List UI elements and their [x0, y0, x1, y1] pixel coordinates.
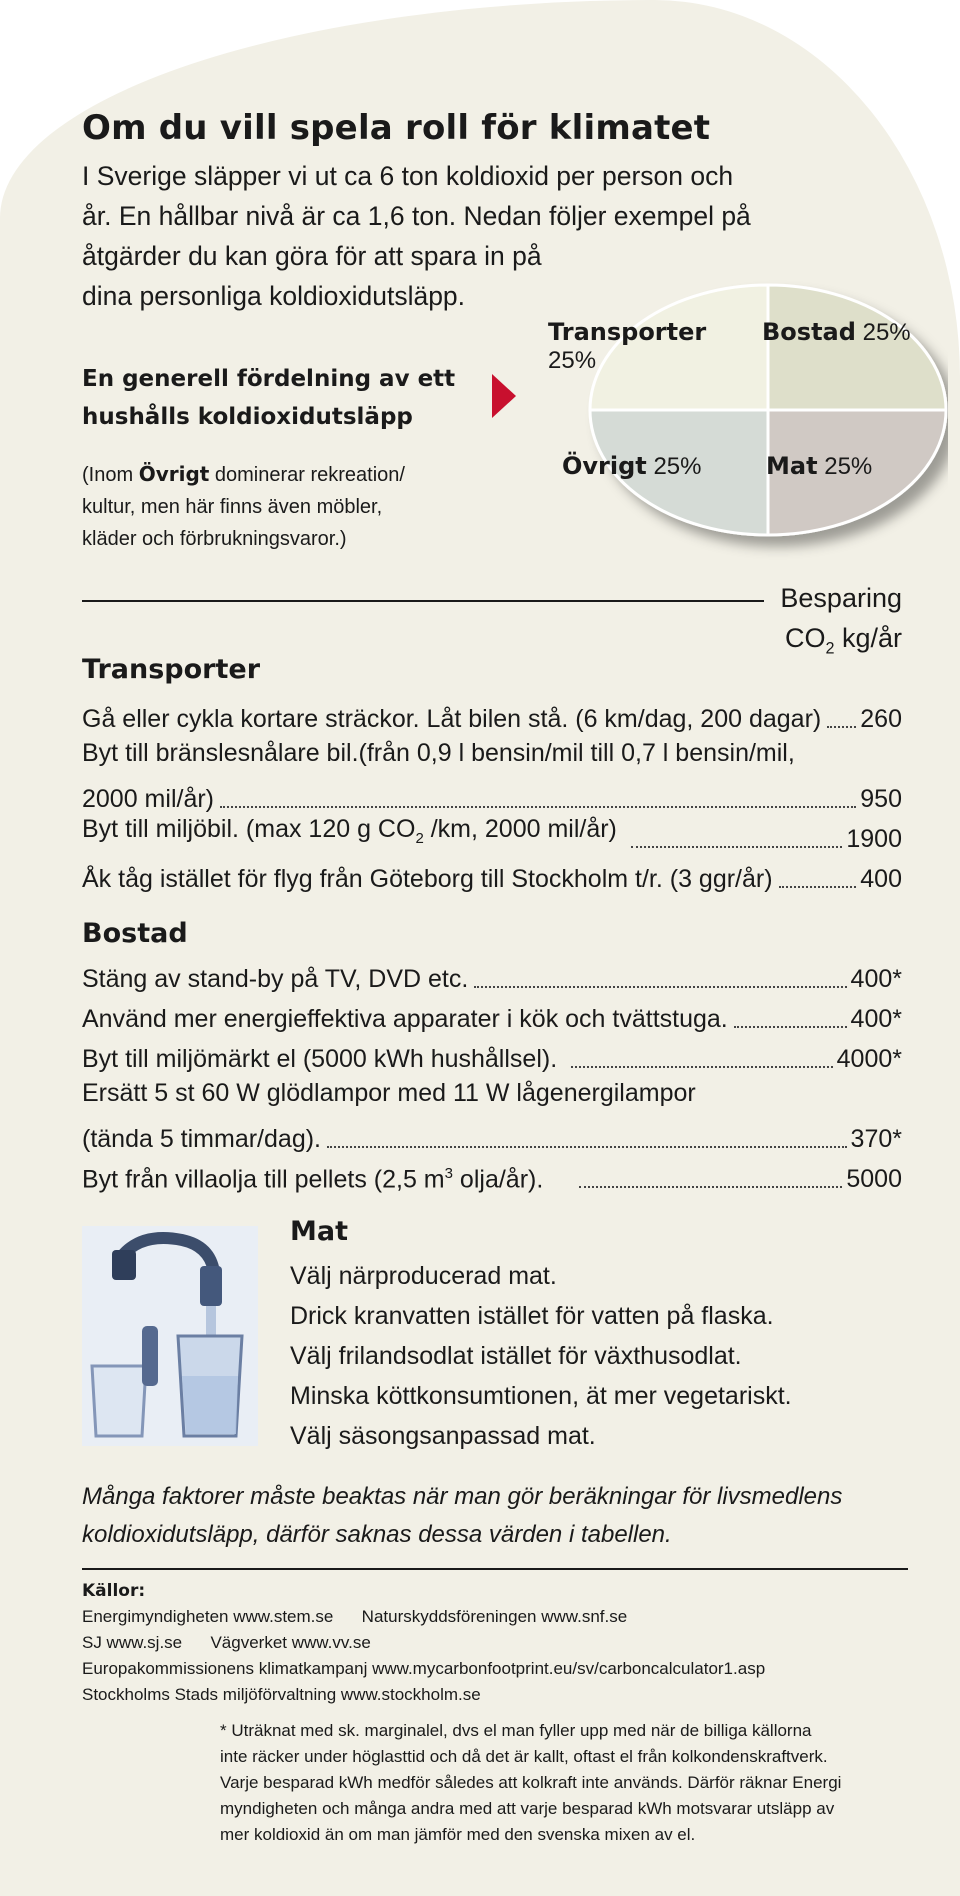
table-row — [82, 1036, 902, 1076]
footnote-line: Varje besparad kWh medför således att kolkraft inte används. Därför räknar Energi — [220, 1773, 842, 1792]
sources-rule — [82, 1568, 908, 1570]
leader-dots — [327, 1146, 847, 1148]
footnote — [220, 1718, 841, 1848]
distribution-heading — [82, 360, 455, 436]
co2-text: CO — [784, 623, 826, 653]
row-value: 370* — [850, 1125, 902, 1153]
note-text: (Inom — [82, 464, 139, 486]
leader-dots — [631, 846, 842, 848]
distribution-note-line — [82, 458, 405, 491]
sources-block — [82, 1578, 765, 1708]
slice-pct: 25% — [824, 453, 873, 480]
emissions-pie-chart — [548, 272, 948, 562]
list-item: Välj säsongsanpassad mat. — [290, 1422, 596, 1450]
note-bold: Övrigt — [138, 462, 210, 486]
source-line: Energimyndigheten www.stem.se Naturskyddsföreningen www.snf.se — [82, 1607, 628, 1626]
water-tap-image — [82, 1226, 258, 1446]
row-value: 4000* — [836, 1045, 902, 1073]
source-line: SJ www.sj.se Vägverket www.vv.se — [82, 1633, 371, 1652]
list-item: Välj närproducerad mat. — [290, 1262, 557, 1290]
leader-dots — [579, 1186, 842, 1188]
footnote-line: myndigheten och många andra med att varje besparad kWh motsvarar utsläpp av — [220, 1799, 835, 1818]
column-header-line2 — [780, 618, 902, 668]
slice-name: Mat — [766, 452, 818, 480]
row-text: Åk tåg istället för flyg från Göteborg till Stockholm t/r. (3 ggr/år) — [82, 865, 773, 893]
intro-line: I Sverige släpper vi ut ca 6 ton koldioxid per person och — [82, 161, 734, 191]
footnote-line: mer koldioxid än om man jämför med den svenska mixen av el. — [220, 1825, 696, 1844]
pie-slice-bostad — [768, 285, 946, 410]
table-row — [82, 776, 902, 816]
unit-text: kg/år — [834, 623, 902, 653]
row-value: 5000 — [846, 1165, 902, 1193]
savings-column-header — [780, 578, 902, 668]
table-row — [82, 1076, 902, 1116]
row-text — [82, 812, 617, 856]
page-title: Om du vill spela roll för klimatet — [82, 108, 711, 148]
row-text-part: /km, 2000 mil/år) — [423, 815, 617, 843]
pie-label-transporter — [548, 318, 706, 375]
table-row — [82, 696, 902, 736]
row-value: 950 — [860, 785, 902, 813]
cubic-superscript: 3 — [444, 1164, 453, 1182]
row-text — [82, 1157, 543, 1196]
co2-subscript: 2 — [825, 639, 835, 658]
row-value: 400* — [850, 1005, 902, 1033]
table-row — [82, 996, 902, 1036]
pie-label-bostad — [762, 318, 911, 347]
table-row — [82, 856, 902, 896]
row-text: Ersätt 5 st 60 W glödlampor med 11 W lågenergilampor — [82, 1079, 696, 1107]
table-row — [82, 956, 902, 996]
row-value: 260 — [860, 705, 902, 733]
row-text: 2000 mil/år) — [82, 785, 214, 813]
row-value: 1900 — [846, 825, 902, 853]
footnote-line: inte räcker under höglasttid och då det är kallt, oftast el från kolkondenskraftverk. — [220, 1747, 828, 1766]
co2-subscript: 2 — [415, 830, 424, 847]
mat-note — [82, 1478, 922, 1554]
table-row — [82, 1116, 902, 1156]
list-item: Välj frilandsodlat istället för växthusodlat. — [290, 1342, 742, 1370]
leader-dots — [220, 806, 856, 808]
mat-note-line: Många faktorer måste beaktas när man gör beräkningar för livsmedlens — [82, 1483, 843, 1510]
row-text: Byt till bränslesnålare bil.(från 0,9 l bensin/mil till 0,7 l bensin/mil, — [82, 739, 795, 767]
slice-pct: 25% — [862, 319, 911, 346]
leader-dots — [779, 886, 857, 888]
list-item: Drick kranvatten istället för vatten på flaska. — [290, 1302, 774, 1330]
mat-note-line: koldioxidutsläpp, därför saknas dessa värden i tabellen. — [82, 1521, 672, 1548]
slice-name: Övrigt — [562, 452, 647, 480]
section-heading-transporter: Transporter — [82, 654, 261, 685]
row-text: Använd mer energieffektiva apparater i kök och tvättstuga. — [82, 1005, 728, 1033]
sources-heading: Källor: — [82, 1581, 146, 1601]
red-arrow-icon — [492, 374, 516, 418]
section-heading-mat: Mat — [290, 1216, 348, 1247]
leader-dots — [734, 1026, 847, 1028]
row-text-part: olja/år). — [452, 1165, 544, 1193]
distribution-heading-line: En generell fördelning av ett — [82, 366, 456, 392]
table-row — [82, 736, 902, 776]
intro-line: dina personliga koldioxidutsläpp. — [82, 281, 466, 311]
column-header-line1: Besparing — [780, 583, 902, 613]
table-row — [82, 816, 902, 856]
leader-dots — [474, 986, 846, 988]
row-value: 400 — [860, 865, 902, 893]
slice-pct: 25% — [548, 347, 597, 374]
slice-pct: 25% — [653, 453, 702, 480]
row-text: Gå eller cykla kortare sträckor. Låt bilen stå. (6 km/dag, 200 dagar) — [82, 705, 822, 733]
pie-label-mat — [766, 452, 872, 481]
slice-name: Bostad — [762, 318, 856, 346]
row-text-part: Byt till miljöbil. (max 120 g CO — [82, 815, 416, 843]
note-text: dominerar rekreation/ — [209, 464, 405, 486]
distribution-note — [82, 458, 405, 555]
row-text: Byt till miljömärkt el (5000 kWh hushållsel). — [82, 1045, 558, 1073]
section-heading-bostad: Bostad — [82, 918, 188, 949]
footnote-line: * Uträknat med sk. marginalel, dvs el man fyller upp med när de billiga källorna — [220, 1721, 812, 1740]
source-line: Europakommissionens klimatkampanj www.mycarbonfootprint.eu/sv/carboncalculator1.asp — [82, 1659, 766, 1678]
intro-line: år. En hållbar nivå är ca 1,6 ton. Nedan följer exempel på — [82, 201, 751, 231]
row-text: Stäng av stand-by på TV, DVD etc. — [82, 965, 469, 993]
row-value: 400* — [850, 965, 902, 993]
slice-name: Transporter — [548, 318, 707, 346]
header-rule — [82, 600, 764, 602]
leader-dots — [827, 726, 856, 728]
pie-label-ovrigt — [562, 452, 701, 481]
row-text: (tända 5 timmar/dag). — [82, 1125, 321, 1153]
row-text-part: Byt från villaolja till pellets (2,5 m — [82, 1165, 445, 1193]
leader-dots — [571, 1066, 832, 1068]
source-line: Stockholms Stads miljöförvaltning www.stockholm.se — [82, 1685, 481, 1704]
distribution-note-line: kultur, men här finns även möbler, — [82, 496, 383, 518]
intro-line: åtgärder du kan göra för att spara in på — [82, 241, 542, 271]
list-item: Minska köttkonsumtionen, ät mer vegetariskt. — [290, 1382, 792, 1410]
mat-list — [290, 1256, 792, 1456]
distribution-note-line: kläder och förbrukningsvaror.) — [82, 528, 347, 550]
table-row — [82, 1156, 902, 1196]
distribution-heading-line: hushålls koldioxidutsläpp — [82, 404, 413, 430]
